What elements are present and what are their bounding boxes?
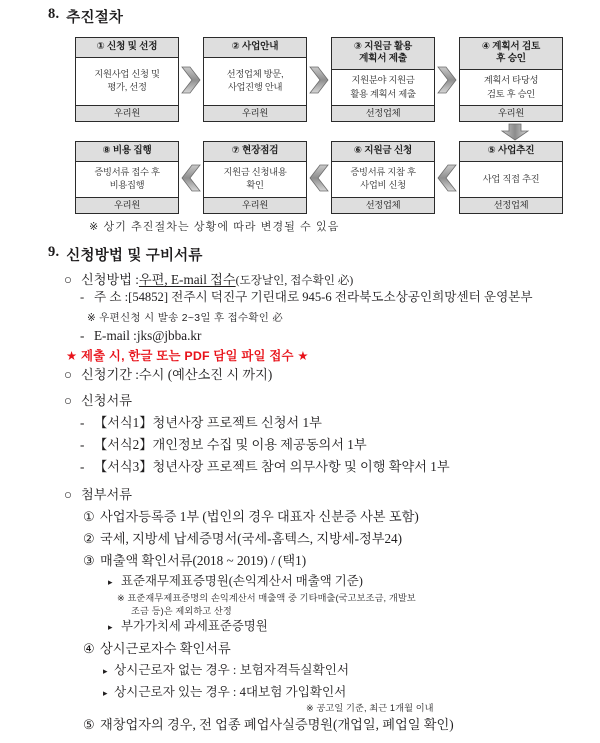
flow-step-5-header: ⑤ 사업추진 — [460, 142, 562, 162]
flow-step-6 — [331, 141, 435, 214]
attached-docs-item-4-sub-2-text: 상시근로자 있는 경우 : 4대보험 가입확인서 — [114, 685, 347, 699]
attached-docs-item-4-sub-2 — [103, 684, 346, 702]
section-8-heading — [48, 6, 123, 27]
chevron-left-icon — [309, 163, 329, 193]
attached-docs-item-2-marker: ② — [83, 531, 95, 546]
arrow-down-icon — [500, 123, 530, 141]
apply-method-line — [64, 271, 353, 289]
attached-docs-item-4-sub-1 — [103, 662, 349, 680]
attached-docs-item-1-marker: ① — [83, 509, 95, 524]
chevron-left-icon — [437, 163, 457, 193]
flow-step-4-header — [460, 38, 562, 70]
apply-docs-item-2 — [80, 436, 367, 453]
flow-step-4 — [459, 37, 563, 122]
flow-step-7-body — [204, 162, 306, 196]
flow-step-5-body — [460, 162, 562, 196]
flow-step-2-body-line-1: 선정업체 방문, — [226, 69, 284, 80]
flowchart-row-2 — [75, 141, 563, 214]
flow-step-8-body — [76, 162, 178, 196]
flowchart-note: ※ 상기 추진절차는 상황에 따라 변경될 수 있음 — [89, 221, 340, 233]
chevron-right-icon — [309, 65, 329, 95]
attached-docs-title: 첨부서류 — [81, 487, 132, 502]
attached-docs-item-4-text: 상시근로자수 확인서류 — [100, 641, 231, 656]
attached-docs-item-5-marker: ⑤ — [83, 717, 95, 732]
flow-step-8-body-line-1: 증빙서류 접수 후 — [94, 167, 160, 178]
flow-step-3 — [331, 37, 435, 122]
attached-docs-item-2-text: 국세, 지방세 납세증명서(국세-홈텍스, 지방세-정부24) — [100, 531, 403, 546]
flow-step-4-footer: 우리원 — [460, 105, 562, 122]
apply-period-label: 신청기간 : — [81, 367, 139, 382]
flow-step-6-body-line-2: 사업비 신청 — [360, 180, 406, 191]
attached-docs-item-4-sub-1-text: 상시근로자 없는 경우 : 보험자격득실확인서 — [114, 663, 350, 677]
flow-arrow-left-2 — [307, 141, 331, 214]
apply-method-label: 신청방법 : — [81, 272, 139, 287]
flow-step-3-header — [332, 38, 434, 70]
flow-arrow-right-2 — [307, 37, 331, 122]
attached-docs-item-3-sub-2-text: 부가가치세 과세표준증명원 — [121, 619, 268, 633]
apply-address-label: 주 소 : — [94, 290, 129, 304]
flow-step-5-footer: 선정업체 — [460, 197, 562, 214]
apply-postal-note: ※ 우편신청 시 발송 2~3일 후 접수확인 必 — [87, 313, 284, 324]
apply-period-value: 수시 (예산소진 시 까지) — [138, 367, 273, 382]
attached-docs-item-4-note: ※ 공고일 기준, 최근 1개월 이내 — [306, 703, 434, 713]
bullet-triangle-icon: ▸ — [103, 666, 108, 676]
flow-step-3-footer: 선정업체 — [332, 105, 434, 122]
apply-docs-item-1-marker: - — [80, 415, 85, 430]
apply-docs-item-1-text: 청년사장 프로젝트 신청서 1부 — [152, 415, 322, 430]
chevron-right-icon — [437, 65, 457, 95]
attached-docs-item-3 — [83, 552, 306, 569]
flow-step-4-header-line-1: ④ 계획서 검토 — [481, 41, 541, 52]
attached-docs-item-3-sub-2 — [108, 618, 268, 636]
apply-period-line — [64, 366, 272, 383]
flow-step-5-body-line-1: 사업 직접 추진 — [482, 173, 540, 184]
flow-step-7 — [203, 141, 307, 214]
flowchart-vertical-connector — [75, 122, 563, 141]
apply-email-marker: - — [80, 328, 85, 343]
flow-arrow-left-1 — [179, 141, 203, 214]
section-9-heading — [48, 244, 203, 265]
flow-step-4-body-line-2: 검토 후 승인 — [487, 88, 535, 99]
flow-step-2-footer: 우리원 — [204, 105, 306, 122]
flow-step-2-body-line-2: 사업진행 안내 — [227, 82, 283, 93]
attached-docs-title-line — [64, 486, 132, 503]
attached-docs-item-3-marker: ③ — [83, 553, 95, 568]
attached-docs-item-5 — [83, 716, 454, 733]
apply-email-value: jks@jbba.kr — [136, 328, 202, 343]
flow-step-8 — [75, 141, 179, 214]
apply-docs-marker: ○ — [64, 393, 72, 408]
flow-step-8-header: ⑧ 비용 집행 — [76, 142, 178, 162]
attached-docs-item-1-text: 사업자등록증 1부 (법인의 경우 대표자 신분증 사본 포함) — [100, 509, 419, 524]
process-flowchart — [75, 37, 563, 214]
flow-step-1 — [75, 37, 179, 122]
apply-docs-item-3-marker: - — [80, 459, 85, 474]
apply-docs-item-2-tag: 【서식2】 — [94, 437, 153, 452]
flow-step-2-header: ② 사업안내 — [204, 38, 306, 58]
flow-step-6-body — [332, 162, 434, 196]
flow-step-4-header-line-2: 후 승인 — [496, 53, 526, 65]
flow-step-1-header: ① 신청 및 선정 — [76, 38, 178, 58]
bullet-triangle-icon: ▸ — [108, 622, 113, 632]
apply-docs-item-2-text: 개인정보 수집 및 이용 제공동의서 1부 — [152, 437, 367, 452]
apply-docs-item-3-tag: 【서식3】 — [94, 459, 153, 474]
flow-step-1-body-line-2: 평가, 선정 — [107, 82, 147, 93]
flow-step-3-header-line-2: 계획서 제출 — [359, 53, 407, 65]
section-8-title: 추진절차 — [66, 10, 124, 26]
apply-docs-item-1 — [80, 414, 322, 431]
flow-step-2-body — [204, 58, 306, 105]
apply-method-suffix: (도장날인, 접수확인 必) — [235, 274, 354, 287]
flow-step-3-body — [332, 70, 434, 104]
apply-docs-item-3 — [80, 458, 450, 475]
apply-email-label: E-mail : — [94, 328, 137, 343]
apply-email-line — [80, 327, 201, 344]
bullet-triangle-icon: ▸ — [103, 688, 108, 698]
apply-method-emphasis: 우편, E-mail 접수 — [138, 272, 236, 287]
attached-docs-item-4-marker: ④ — [83, 641, 95, 656]
flow-step-2 — [203, 37, 307, 122]
apply-address-line — [80, 289, 533, 306]
flow-step-8-footer: 우리원 — [76, 197, 178, 214]
flow-step-6-header: ⑥ 지원금 신청 — [332, 142, 434, 162]
bullet-triangle-icon: ▸ — [108, 577, 113, 587]
apply-docs-title: 신청서류 — [81, 393, 132, 408]
flow-step-4-body — [460, 70, 562, 104]
attached-docs-item-3-sub-1 — [108, 573, 363, 591]
attached-docs-item-3-note-line-2: 조금 등)은 제외하고 산정 — [131, 606, 232, 616]
attached-docs-item-1 — [83, 508, 419, 525]
flow-arrow-right-1 — [179, 37, 203, 122]
flow-step-7-body-line-1: 지원금 신청내용 — [223, 167, 287, 178]
attached-docs-marker: ○ — [64, 487, 72, 502]
flow-step-1-body-line-1: 지원사업 신청 및 — [94, 69, 160, 80]
flow-step-7-body-line-2: 확인 — [246, 180, 264, 191]
flow-step-3-header-line-1: ③ 지원금 활용 — [353, 41, 413, 52]
flow-step-4-body-line-1: 계획서 타당성 — [483, 75, 539, 86]
apply-address-marker: - — [80, 290, 85, 304]
flow-step-6-footer: 선정업체 — [332, 197, 434, 214]
attached-docs-item-3-sub-1-text: 표준재무제표증명원(손익계산서 매출액 기준) — [121, 574, 363, 588]
flow-step-7-header: ⑦ 현장점검 — [204, 142, 306, 162]
apply-period-marker: ○ — [64, 367, 72, 382]
apply-red-notice: ★ 제출 시, 한글 또는 PDF 담일 파일 접수 ★ — [66, 349, 309, 363]
attached-docs-item-5-text: 재창업자의 경우, 전 업종 폐업사실증명원(개업일, 폐업일 확인) — [100, 717, 454, 732]
attached-docs-item-3-note-line-1: ※ 표준재무제표증명의 손익계산서 매출액 중 기타매출(국고보조금, 개발보 — [117, 593, 416, 603]
attached-docs-item-2 — [83, 530, 402, 547]
apply-method-marker: ○ — [64, 272, 72, 287]
apply-docs-title-line — [64, 392, 132, 409]
flow-arrow-down — [500, 122, 530, 141]
section-9-title: 신청방법 및 구비서류 — [66, 248, 203, 264]
chevron-left-icon — [181, 163, 201, 193]
section-9-number: 9. — [48, 244, 60, 260]
flow-step-5 — [459, 141, 563, 214]
flow-arrow-left-3 — [435, 141, 459, 214]
apply-docs-item-2-marker: - — [80, 437, 85, 452]
flow-step-1-footer: 우리원 — [76, 105, 178, 122]
flow-arrow-right-3 — [435, 37, 459, 122]
section-8-number: 8. — [48, 6, 60, 22]
flow-step-8-body-line-2: 비용집행 — [109, 180, 145, 191]
attached-docs-item-3-text: 매출액 확인서류(2018 ~ 2019) / (택1) — [100, 553, 307, 568]
flow-step-3-body-line-1: 지원분야 지원금 — [351, 75, 415, 86]
flow-step-1-body — [76, 58, 178, 105]
chevron-right-icon — [181, 65, 201, 95]
apply-docs-item-1-tag: 【서식1】 — [94, 415, 153, 430]
apply-address-value: [54852] 전주시 덕진구 기린대로 945-6 전라북도소상공인희망센터 운영본부 — [128, 290, 533, 304]
flow-step-7-footer: 우리원 — [204, 197, 306, 214]
apply-docs-item-3-text: 청년사장 프로젝트 참여 의무사항 및 이행 확약서 1부 — [152, 459, 450, 474]
flow-step-3-body-line-2: 활용 계획서 제출 — [350, 88, 416, 99]
attached-docs-item-4 — [83, 640, 231, 657]
flowchart-row-1 — [75, 37, 563, 122]
flow-step-6-body-line-1: 증빙서류 지참 후 — [350, 167, 416, 178]
